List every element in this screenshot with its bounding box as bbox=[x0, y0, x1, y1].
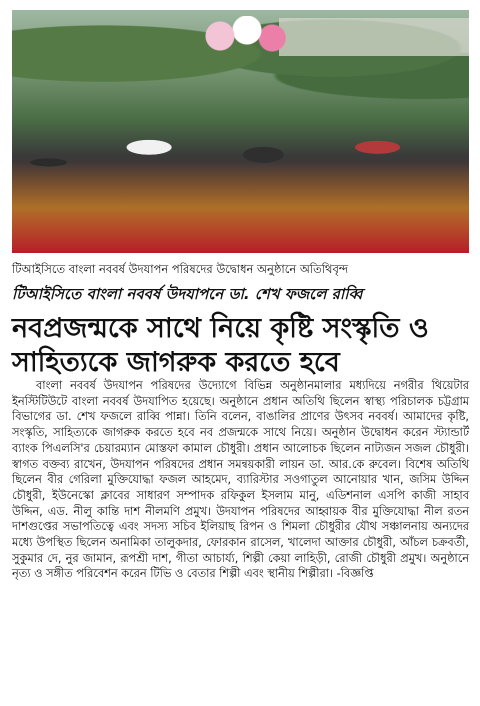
photo-wall bbox=[279, 18, 469, 56]
headline: নবপ্রজন্মকে সাথে নিয়ে কৃষ্টি সংস্কৃতি ও সাহিত্যকে জাগরুক করতে হবে bbox=[12, 313, 429, 378]
article-body bbox=[12, 378, 469, 582]
photo-caption: টিআইসিতে বাংলা নববর্ষ উদযাপন পরিষদের উদ্বোধন অনুষ্ঠানে অতিথিবৃন্দ bbox=[12, 262, 349, 276]
news-photo bbox=[12, 10, 469, 253]
sub-headline: টিআইসিতে বাংলা নববর্ষ উদযাপনে ডা. শেখ ফজলে রাব্বি bbox=[12, 285, 363, 303]
photo-balloons bbox=[202, 16, 292, 56]
article-paragraph: বাংলা নববর্ষ উদযাপন পরিষদের উদ্যোগে বিভিন্ন অনুষ্ঠানমালার মধ্যদিয়ে নগরীর থিয়েটার ইনস্টিটিউটে বাংলা নববর্ষ উদযাপিত হয়েছে। অনুষ্ঠানে প্রধান অতিথি ছিলেন স্বাস্থ্য পরিচালক চট্টগ্রাম বিভাগের ডা. শেখ ফজলে রাব্বি পান্না। তিনি বলেন, বাঙালির প্রাণের উৎসব নববর্ষ। আমাদের কৃষ্টি, সংস্কৃতি, সাহিত্যকে জাগরুক করতে হবে নব প্রজন্মকে সাথে নিয়ে। অনুষ্ঠান উদ্বোধন করেন স্ট্যান্ডার্ট ব্যাংক পিএলসি'র চেয়ারম্যান মোস্তফা কামাল চৌধুরী। প্রধান আলোচক ছিলেন নাট্যজন সজল চৌধুরী। স্বাগত বক্তব্য রাখেন, উদযাপন পরিষদের প্রধান সমন্বয়কারী লায়ন ডা. আর.কে রুবেল। বিশেষ অতিথি ছিলেন বীর গেরিলা মুক্তিযোদ্ধা ফজল আহমেদ, ব্যারিস্টার সওগাতুল আনোয়ার খান, জসিম উদ্দিন চৌধুরী, ইউনেস্কো ক্লাবের সাধারণ সম্পাদক রফিকুল ইসলাম মানু, এডিশনাল এসপি কাজী সাহাব উদ্দিন, এড. নীলু কান্তি দাশ নীলমণি প্রমুখ। উদযাপন পরিষদের আহ্বায়ক বীর মুক্তিযোদ্ধা নীল রতন দাশগুপ্তের সভাপতিত্বে এবং সদস্য সচিব ইলিয়াছ রিপন ও শিমলা চৌধুরীর যৌথ সঞ্চালনায় অন্যদের মধ্যে উপস্থিত ছিলেন অনামিকা তালুকদার, ফোরকান রাসেল, খালেদা আক্তার চৌধুরী, আঁচল চক্রবর্তী, সুকুমার দে, নুর জামান, রূপশ্রী দাশ, গীতা আচার্য্য, শিল্পী কেয়া লাহিড়ী, রোজী চৌধুরী প্রমুখ। অনুষ্ঠানে নৃত্য ও সঙ্গীত পরিবেশন করেন টিভি ও বেতার শিল্পী এবং স্থানীয় শিল্পীরা। -বিজ্ঞপ্তি bbox=[12, 379, 469, 581]
photo-crowd bbox=[12, 102, 469, 253]
